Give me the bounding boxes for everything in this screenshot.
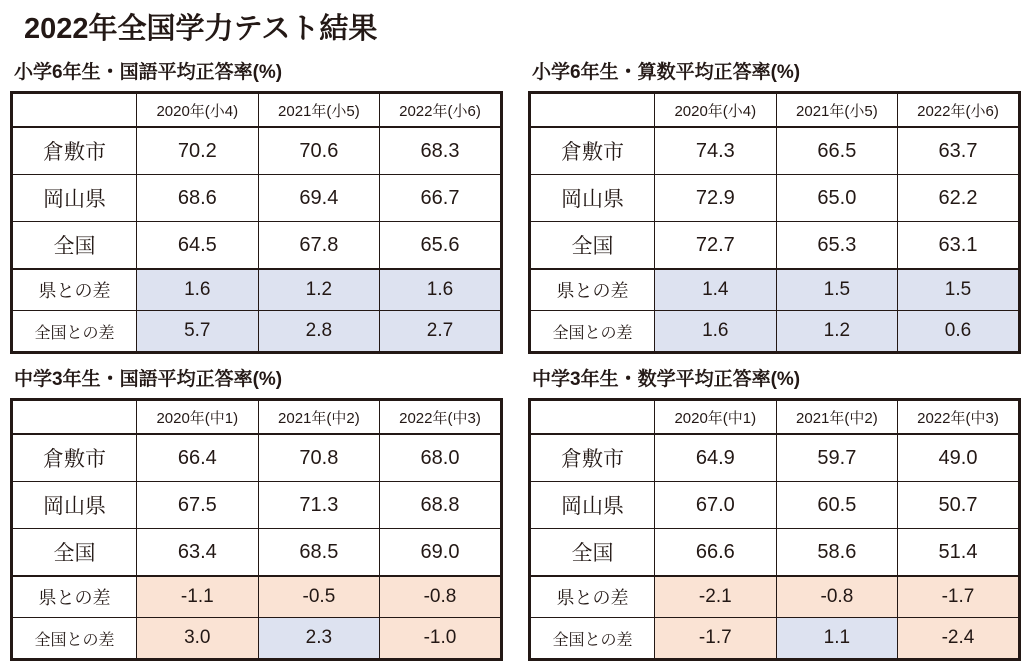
cell-value: 1.6: [655, 311, 777, 353]
row-label: 全国: [12, 529, 137, 577]
cell-value: 0.6: [898, 311, 1020, 353]
cell-value: 67.8: [258, 222, 380, 270]
cell-value: 66.4: [137, 434, 259, 482]
table-row: [12, 482, 502, 529]
table-row: [530, 222, 1020, 270]
cell-value: 59.7: [776, 434, 898, 482]
tables-grid: [10, 57, 1017, 661]
cell-value: -0.8: [380, 576, 502, 618]
column-header: 2022年(小6): [898, 93, 1020, 128]
table-row: [12, 434, 502, 482]
cell-value: 67.0: [655, 482, 777, 529]
cell-value: -2.1: [655, 576, 777, 618]
cell-value: 68.5: [258, 529, 380, 577]
cell-value: 65.0: [776, 175, 898, 222]
column-header: 2020年(中1): [137, 400, 259, 435]
column-header: 2021年(小5): [776, 93, 898, 128]
cell-value: 68.3: [380, 127, 502, 175]
cell-value: 1.6: [380, 269, 502, 311]
cell-value: 63.4: [137, 529, 259, 577]
row-label: 全国: [530, 222, 655, 270]
row-label: 全国: [530, 529, 655, 577]
cell-value: 50.7: [898, 482, 1020, 529]
cell-value: 69.4: [258, 175, 380, 222]
column-header: 2020年(小4): [655, 93, 777, 128]
cell-value: 64.5: [137, 222, 259, 270]
cell-value: -1.7: [655, 618, 777, 660]
score-table: [10, 398, 503, 661]
cell-value: -1.1: [137, 576, 259, 618]
table-row: [530, 434, 1020, 482]
cell-value: 2.3: [258, 618, 380, 660]
table-row-diff: [530, 269, 1020, 311]
panel-title: 小学6年生・算数平均正答率(%): [532, 62, 801, 83]
cell-value: 1.4: [655, 269, 777, 311]
cell-value: 63.1: [898, 222, 1020, 270]
column-header: 2022年(小6): [380, 93, 502, 128]
cell-value: 1.1: [776, 618, 898, 660]
score-table: [528, 91, 1021, 354]
table-header-row: [530, 400, 1020, 435]
cell-value: 3.0: [137, 618, 259, 660]
row-label: 全国: [12, 222, 137, 270]
row-label: 岡山県: [12, 175, 137, 222]
table-row: [12, 529, 502, 577]
panel-elementary-japanese: [10, 57, 510, 354]
header-corner: [530, 400, 655, 435]
row-label: 倉敷市: [530, 127, 655, 175]
score-table: [10, 91, 503, 354]
panel-juniorhigh-japanese: [10, 364, 510, 661]
cell-value: -0.8: [776, 576, 898, 618]
panel-title: 中学3年生・国語平均正答率(%): [14, 369, 283, 390]
panel-title: 中学3年生・数学平均正答率(%): [532, 369, 801, 390]
table-row-diff: [530, 618, 1020, 660]
row-label: 岡山県: [12, 482, 137, 529]
cell-value: 51.4: [898, 529, 1020, 577]
table-row: [530, 175, 1020, 222]
header-corner: [12, 400, 137, 435]
table-header-row: [12, 93, 502, 128]
panel-title: 小学6年生・国語平均正答率(%): [14, 62, 283, 83]
cell-value: -1.0: [380, 618, 502, 660]
table-row: [530, 482, 1020, 529]
cell-value: -2.4: [898, 618, 1020, 660]
table-row-diff: [12, 269, 502, 311]
column-header: 2021年(小5): [258, 93, 380, 128]
table-row: [12, 175, 502, 222]
table-header-row: [530, 93, 1020, 128]
table-row-diff: [530, 311, 1020, 353]
panel-elementary-math: [528, 57, 1027, 354]
cell-value: 2.8: [258, 311, 380, 353]
column-header: 2022年(中3): [898, 400, 1020, 435]
row-label: 県との差: [530, 576, 655, 618]
table-row-diff: [12, 576, 502, 618]
cell-value: 64.9: [655, 434, 777, 482]
table-row-diff: [530, 576, 1020, 618]
header-corner: [530, 93, 655, 128]
table-row-diff: [12, 311, 502, 353]
cell-value: 72.9: [655, 175, 777, 222]
cell-value: 71.3: [258, 482, 380, 529]
row-label: 岡山県: [530, 175, 655, 222]
cell-value: -1.7: [898, 576, 1020, 618]
row-label: 倉敷市: [12, 127, 137, 175]
column-header: 2020年(中1): [655, 400, 777, 435]
table-row: [12, 222, 502, 270]
cell-value: 1.6: [137, 269, 259, 311]
cell-value: 70.8: [258, 434, 380, 482]
table-row-diff: [12, 618, 502, 660]
cell-value: 69.0: [380, 529, 502, 577]
table-row: [530, 529, 1020, 577]
table-header-row: [12, 400, 502, 435]
cell-value: 1.5: [776, 269, 898, 311]
cell-value: 65.3: [776, 222, 898, 270]
cell-value: 70.2: [137, 127, 259, 175]
row-label: 倉敷市: [530, 434, 655, 482]
table-row: [530, 127, 1020, 175]
cell-value: 1.2: [258, 269, 380, 311]
cell-value: 49.0: [898, 434, 1020, 482]
cell-value: 63.7: [898, 127, 1020, 175]
row-label: 県との差: [12, 576, 137, 618]
cell-value: 66.6: [655, 529, 777, 577]
cell-value: 5.7: [137, 311, 259, 353]
cell-value: 68.0: [380, 434, 502, 482]
cell-value: 1.2: [776, 311, 898, 353]
cell-value: -0.5: [258, 576, 380, 618]
cell-value: 60.5: [776, 482, 898, 529]
row-label: 岡山県: [530, 482, 655, 529]
row-label: 県との差: [12, 269, 137, 311]
row-label: 倉敷市: [12, 434, 137, 482]
cell-value: 65.6: [380, 222, 502, 270]
column-header: 2020年(小4): [137, 93, 259, 128]
table-row: [12, 127, 502, 175]
page-title: 2022年全国学力テスト結果: [24, 13, 378, 45]
cell-value: 74.3: [655, 127, 777, 175]
cell-value: 66.5: [776, 127, 898, 175]
row-label: 県との差: [530, 269, 655, 311]
column-header: 2021年(中2): [776, 400, 898, 435]
cell-value: 66.7: [380, 175, 502, 222]
panel-juniorhigh-math: [528, 364, 1027, 661]
cell-value: 70.6: [258, 127, 380, 175]
cell-value: 1.5: [898, 269, 1020, 311]
column-header: 2021年(中2): [258, 400, 380, 435]
cell-value: 68.8: [380, 482, 502, 529]
cell-value: 62.2: [898, 175, 1020, 222]
score-table: [528, 398, 1021, 661]
header-corner: [12, 93, 137, 128]
cell-value: 72.7: [655, 222, 777, 270]
row-label: 全国との差: [530, 311, 655, 353]
cell-value: 68.6: [137, 175, 259, 222]
row-label: 全国との差: [530, 618, 655, 660]
row-label: 全国との差: [12, 311, 137, 353]
cell-value: 58.6: [776, 529, 898, 577]
column-header: 2022年(中3): [380, 400, 502, 435]
row-label: 全国との差: [12, 618, 137, 660]
cell-value: 2.7: [380, 311, 502, 353]
cell-value: 67.5: [137, 482, 259, 529]
